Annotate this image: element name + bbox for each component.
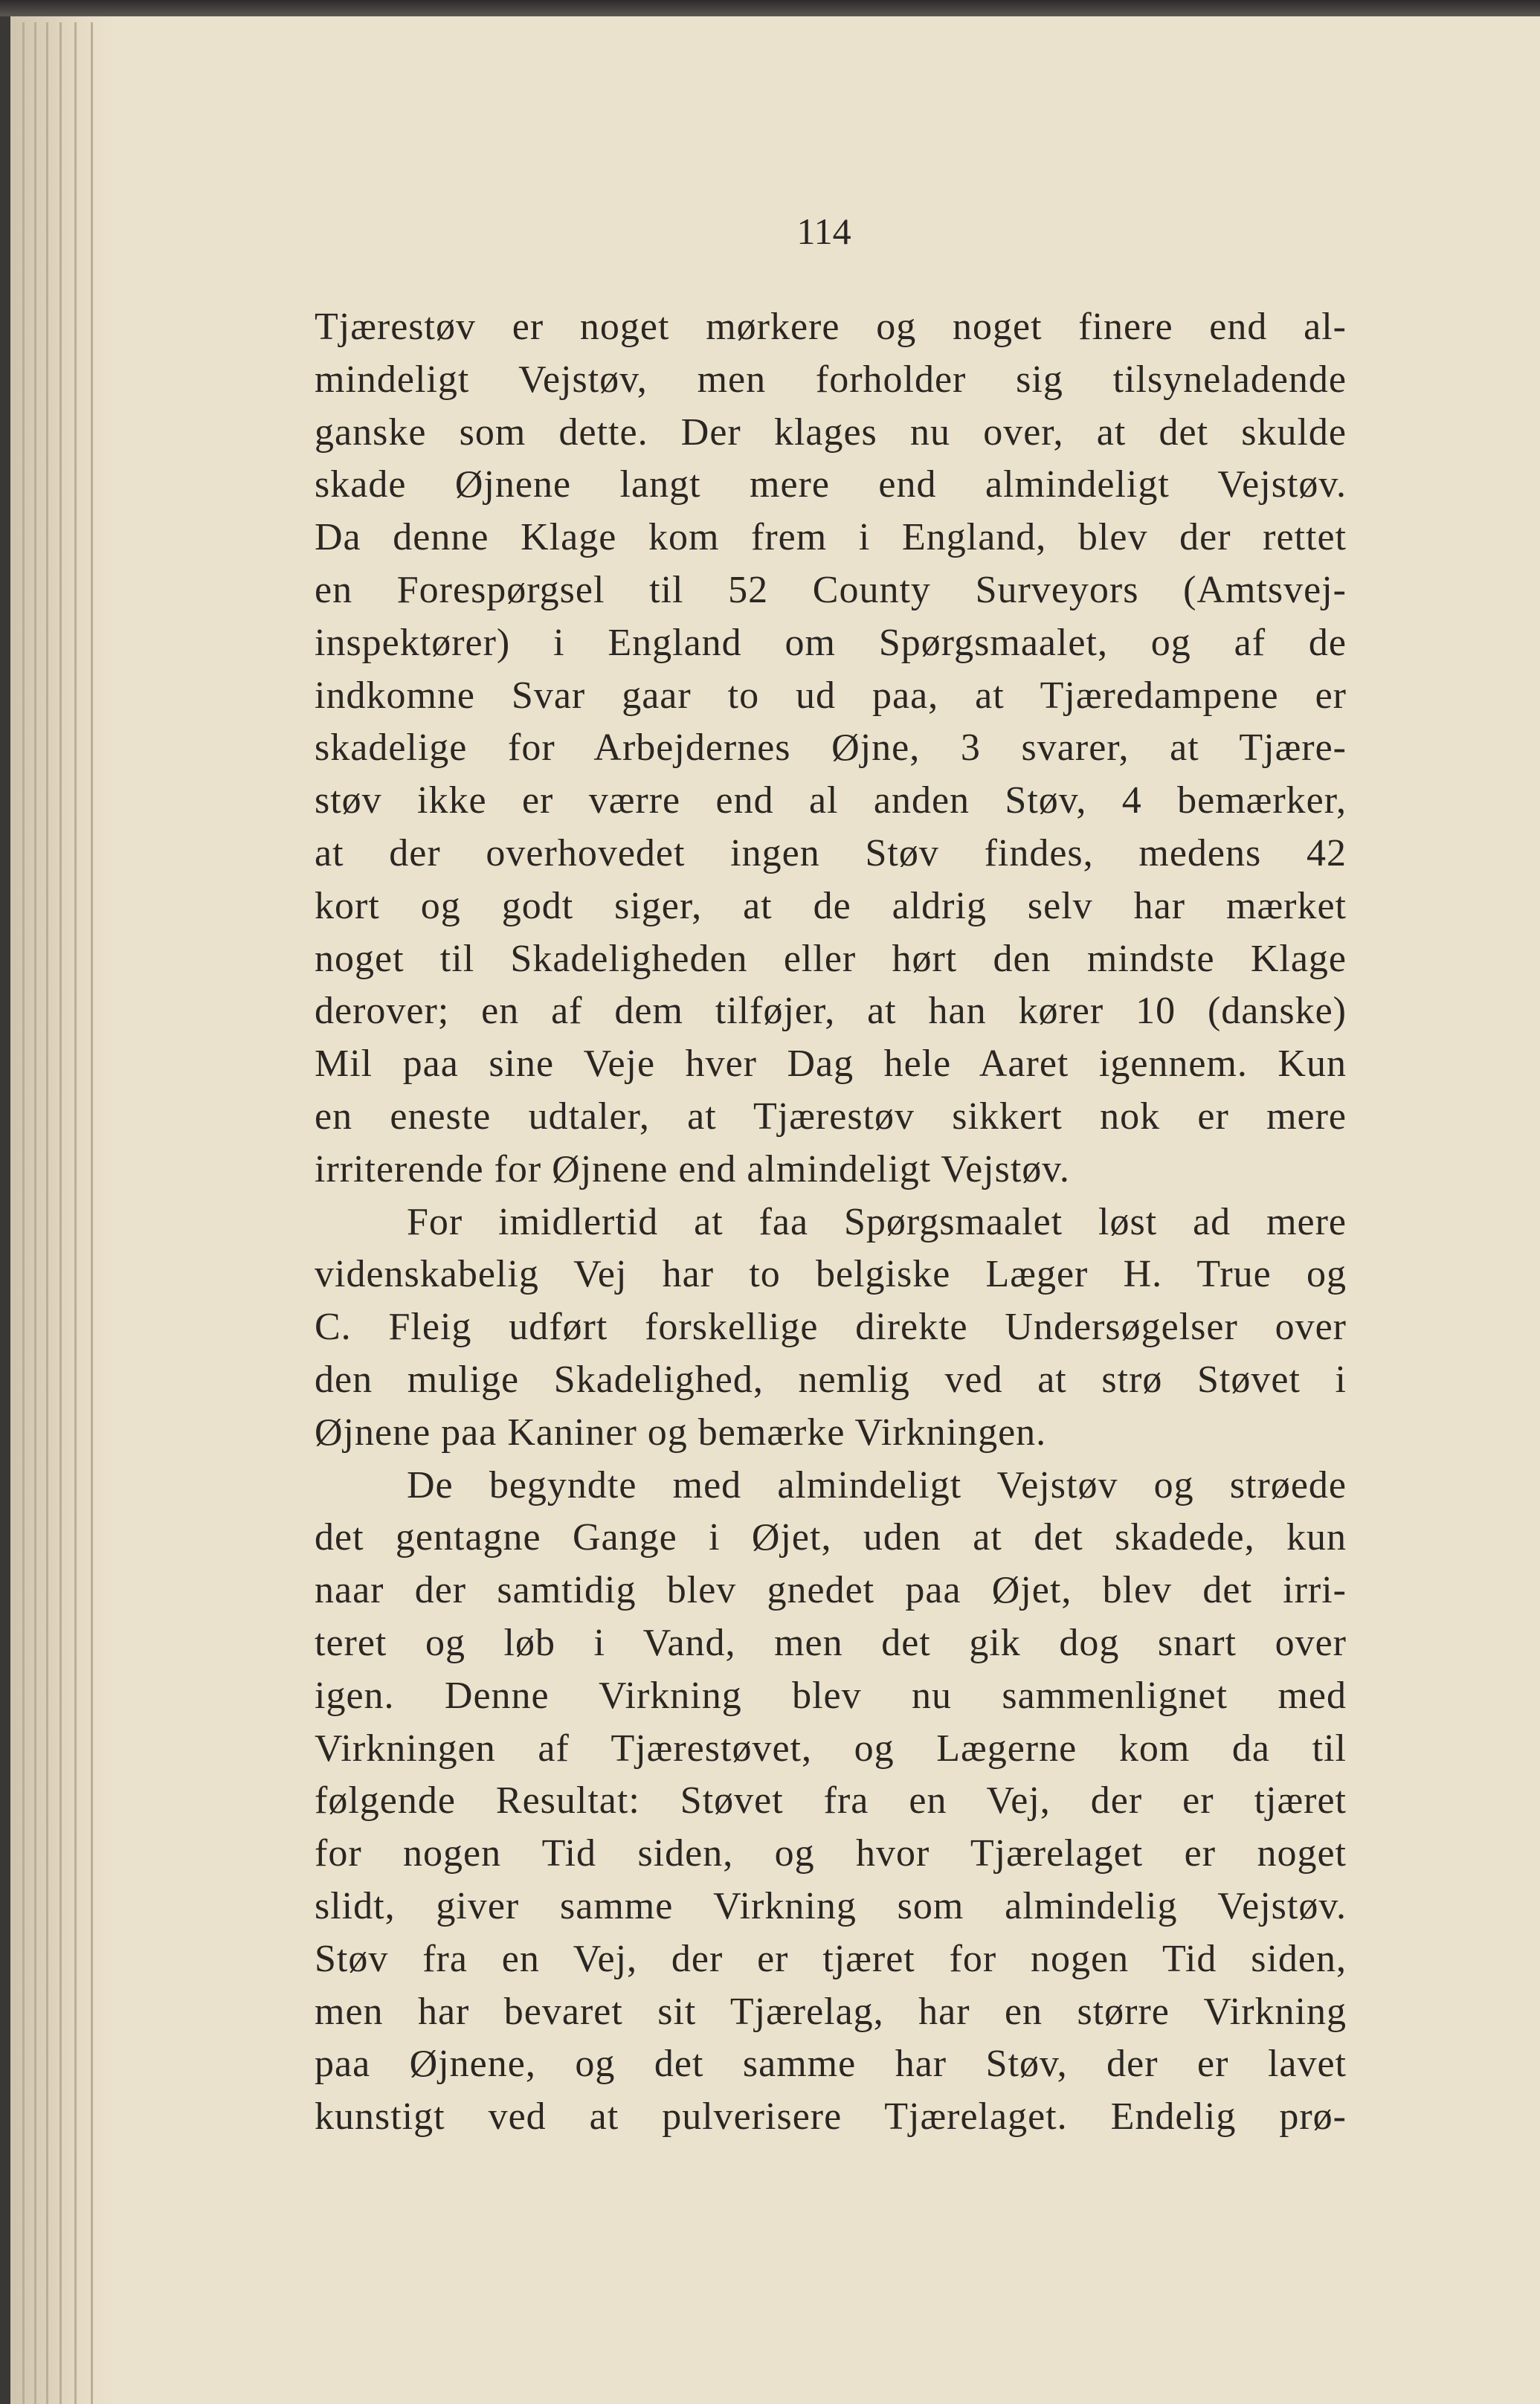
text-line: kort og godt siger, at de aldrig selv har mærket bbox=[315, 884, 1347, 927]
text-line: den mulige Skadelighed, nemlig ved at strø Støvet i bbox=[315, 1358, 1347, 1401]
page-edge-line bbox=[74, 22, 77, 2404]
text-line: noget til Skadeligheden eller hørt den mindste Klage bbox=[315, 937, 1347, 980]
body-text bbox=[315, 301, 1347, 2144]
text-line: mindeligt Vejstøv, men forholder sig tilsyneladende bbox=[315, 358, 1347, 401]
text-line: Da denne Klage kom frem i England, blev der rettet bbox=[315, 516, 1347, 559]
text-line: indkomne Svar gaar to ud paa, at Tjæredampene er bbox=[315, 674, 1347, 717]
text-line: det gentagne Gange i Øjet, uden at det skadede, kun bbox=[315, 1516, 1347, 1559]
page-edge-line bbox=[34, 22, 36, 2404]
page-edge-line bbox=[46, 22, 48, 2404]
page-edge-line bbox=[59, 22, 62, 2404]
text-line: inspektører) i England om Spørgsmaalet, og af de bbox=[315, 621, 1347, 664]
text-line: derover; en af dem tilføjer, at han kører 10 (danske) bbox=[315, 990, 1347, 1033]
text-line: irriterende for Øjnene end almindeligt Vejstøv. bbox=[315, 1147, 1070, 1190]
page-number: 114 bbox=[796, 210, 851, 252]
page-edge-line bbox=[91, 22, 93, 2404]
text-line: Støv fra en Vej, der er tjæret for nogen Tid siden, bbox=[315, 1937, 1347, 1980]
text-line: igen. Denne Virkning blev nu sammenlignet med bbox=[315, 1674, 1347, 1717]
text-line: men har bevaret sit Tjærelag, har en større Virkning bbox=[315, 1990, 1347, 2033]
text-line: teret og løb i Vand, men det gik dog snart over bbox=[315, 1621, 1347, 1664]
text-line: at der overhovedet ingen Støv findes, medens 42 bbox=[315, 831, 1347, 874]
text-line: Mil paa sine Veje hver Dag hele Aaret igennem. Kun bbox=[315, 1043, 1347, 1086]
text-line: paa Øjnene, og det samme har Støv, der er lavet bbox=[315, 2043, 1347, 2086]
scan-top-border bbox=[0, 0, 1540, 16]
text-line: naar der samtidig blev gnedet paa Øjet, blev det irri- bbox=[315, 1569, 1347, 1612]
text-line: ganske som dette. Der klages nu over, at det skulde bbox=[315, 410, 1347, 454]
page-edge-line bbox=[22, 22, 25, 2404]
text-line: en eneste udtaler, at Tjærestøv sikkert nok er mere bbox=[315, 1095, 1347, 1138]
text-line: videnskabelig Vej har to belgiske Læger H. True og bbox=[315, 1253, 1347, 1296]
text-line: Øjnene paa Kaniner og bemærke Virkningen. bbox=[315, 1411, 1047, 1454]
page-edge-shadow bbox=[10, 16, 115, 2404]
text-line: slidt, giver samme Virkning som almindelig Vejstøv. bbox=[315, 1884, 1347, 1927]
text-line: skade Øjnene langt mere end almindeligt Vejstøv. bbox=[315, 463, 1347, 506]
text-line: for nogen Tid siden, og hvor Tjærelaget er noget bbox=[315, 1832, 1347, 1875]
text-line: Tjærestøv er noget mørkere og noget finere end al- bbox=[315, 306, 1347, 348]
text-line: For imidlertid at faa Spørgsmaalet løst ad mere bbox=[407, 1200, 1347, 1243]
text-line: Virkningen af Tjærestøvet, og Lægerne kom da til bbox=[315, 1727, 1347, 1770]
text-line: en Forespørgsel til 52 County Surveyors (Amtsvej- bbox=[315, 568, 1347, 611]
text-line: kunstigt ved at pulverisere Tjærelaget. Endelig prø- bbox=[315, 2095, 1347, 2139]
text-line: De begyndte med almindeligt Vejstøv og strøede bbox=[407, 1463, 1347, 1506]
text-line: følgende Resultat: Støvet fra en Vej, der er tjæret bbox=[315, 1779, 1347, 1823]
text-line: støv ikke er værre end al anden Støv, 4 bemærker, bbox=[315, 779, 1347, 822]
text-line: skadelige for Arbejdernes Øjne, 3 svarer, at Tjære- bbox=[315, 726, 1347, 770]
text-line: C. Fleig udført forskellige direkte Undersøgelser over bbox=[315, 1306, 1347, 1349]
